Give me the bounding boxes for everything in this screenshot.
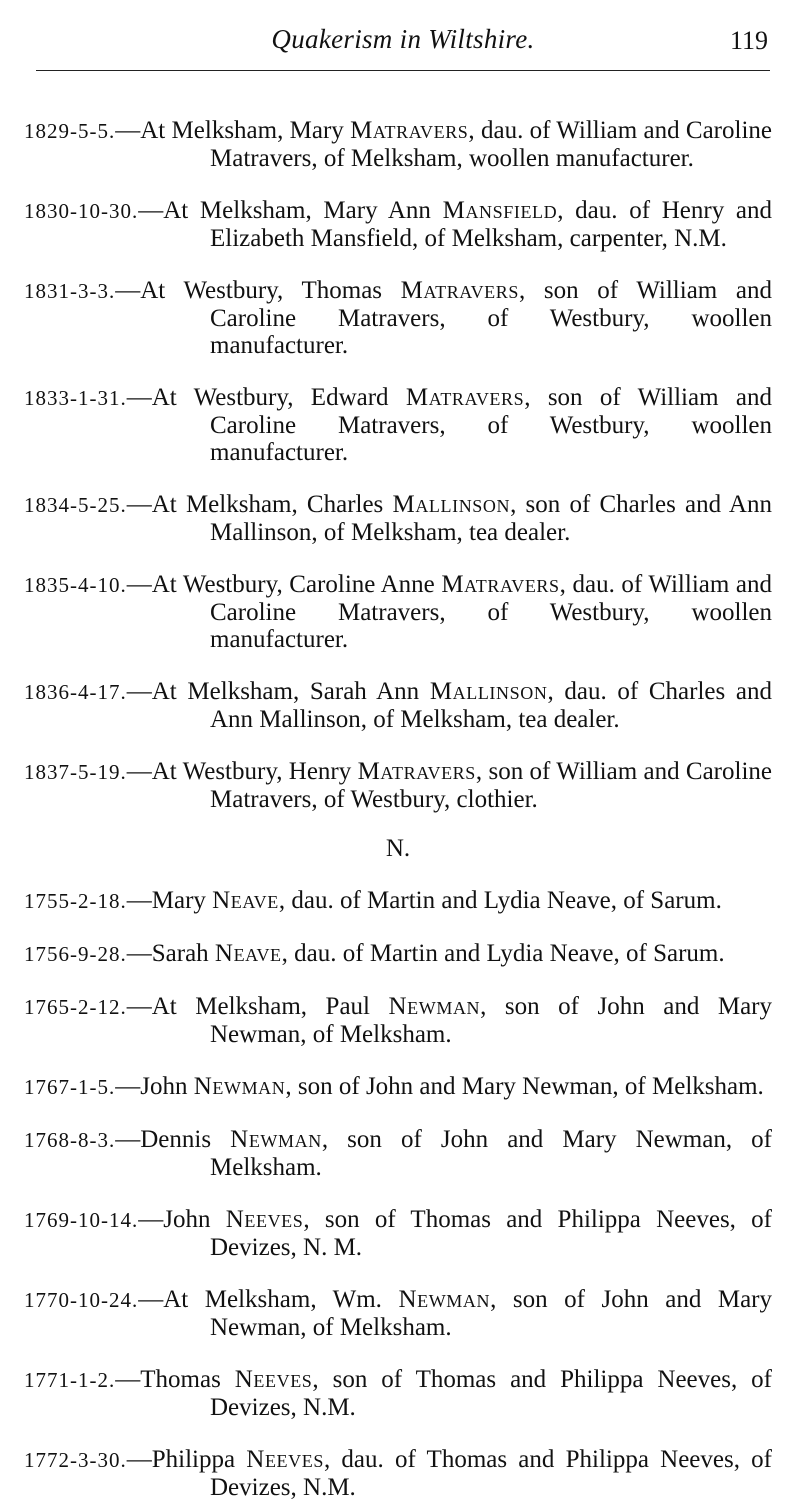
entry-surname: Neeves	[246, 1446, 324, 1473]
register-entry	[24, 117, 772, 172]
entry-text: , son of William and Caroline Matravers, of Westbury, woollen manufacturer.	[210, 277, 772, 359]
entry-text: , son of William and Caroline Matravers, of Westbury, clothier.	[210, 758, 772, 813]
register-entry	[24, 384, 772, 466]
entry-date: 1768-8-3.	[24, 1128, 116, 1152]
entry-text: , dau. of Thomas and Philippa Neeves, of Devizes, N.M.	[210, 1446, 772, 1501]
entry-date: 1756-9-28.	[24, 942, 127, 966]
entry-text: —At Westbury, Henry	[126, 758, 358, 785]
entry-surname: Mallinson	[429, 678, 548, 705]
entry-text: , son of Thomas and Philippa Neeves, of Devizes, N. M.	[210, 1206, 772, 1261]
entry-surname: Neave	[212, 887, 279, 914]
entry-text: , son of Thomas and Philippa Neeves, of Devizes, N.M.	[210, 1366, 772, 1421]
entry-date: 1830-10-30.	[24, 199, 139, 223]
entry-text: —At Melksham, Sarah Ann	[126, 678, 430, 705]
entry-date: 1765-2-12.	[24, 995, 127, 1019]
entry-date: 1835-4-10.	[24, 573, 127, 597]
register-entry	[24, 1366, 772, 1421]
page-number: 119	[729, 26, 768, 55]
entry-date: 1771-1-2.	[24, 1368, 116, 1392]
register-entry	[24, 758, 772, 813]
register-entry	[24, 571, 772, 653]
entry-text: , son of John and Mary Newman, of Melksham.	[210, 1126, 773, 1181]
entry-surname: Matravers	[350, 117, 469, 144]
entry-date: 1831-3-3.	[24, 279, 116, 303]
entry-date: 1833-1-31.	[24, 386, 127, 410]
entry-surname: Neeves	[234, 1366, 313, 1393]
register-entry	[24, 1446, 772, 1501]
entry-date: 1834-5-25.	[24, 493, 127, 517]
register-entry	[24, 1286, 772, 1341]
register-entry	[24, 1206, 772, 1261]
entry-text: —Dennis	[115, 1126, 231, 1153]
entry-text: —Mary	[126, 887, 213, 914]
entry-surname: Matravers	[357, 758, 476, 785]
register-entry	[24, 197, 772, 252]
entry-surname: Matravers	[405, 384, 525, 411]
entry-date: 1767-1-5.	[24, 1075, 116, 1099]
entry-date: 1837-5-19.	[24, 760, 127, 784]
entry-text: —Thomas	[115, 1366, 235, 1393]
entry-text: —At Melksham, Wm.	[138, 1286, 399, 1313]
entry-text: , dau. of William and Caroline Matravers, of Melksham, woollen manufacturer.	[210, 117, 772, 172]
entry-surname: Newman	[193, 1073, 286, 1100]
entries-group-m	[24, 117, 772, 813]
entry-text: , dau. of William and Caroline Matravers, of Westbury, woollen manufacturer.	[210, 571, 772, 653]
entry-text: —At Melksham, Paul	[126, 993, 389, 1020]
running-head	[36, 24, 770, 60]
entry-surname: Matravers	[441, 571, 560, 598]
entry-text: , son of John and Mary Newman, of Melksham.	[210, 993, 772, 1048]
entry-text: , son of William and Caroline Matravers, of Westbury, woollen manufacturer.	[210, 384, 772, 466]
entry-surname: Newman	[230, 1126, 322, 1153]
entry-text: , dau. of Charles and Ann Mallinson, of Melksham, tea dealer.	[210, 678, 772, 733]
register-entry	[24, 678, 772, 733]
entry-text: —At Westbury, Edward	[126, 384, 406, 411]
entries-group-n	[24, 887, 772, 1501]
entry-text: , son of Charles and Ann Mallinson, of Melksham, tea dealer.	[210, 491, 772, 546]
entry-text: , dau. of Martin and Lydia Neave, of Sarum.	[278, 887, 722, 914]
register-entry	[24, 1126, 772, 1181]
entry-text: , son of John and Mary Newman, of Melksham.	[210, 1286, 772, 1341]
register-entry	[24, 1073, 772, 1101]
entry-surname: Neave	[214, 940, 282, 967]
entry-date: 1755-2-18.	[24, 889, 127, 913]
register-entries	[24, 92, 772, 1509]
page-title: Quakerism in Wiltshire.	[271, 24, 535, 54]
entry-text: —At Westbury, Caroline Anne	[126, 571, 442, 598]
section-heading: N.	[385, 835, 411, 862]
entry-surname: Mallinson	[392, 491, 511, 518]
entry-text: —At Melksham, Mary Ann	[138, 197, 443, 224]
entry-date: 1829-5-5.	[24, 119, 116, 143]
entry-date: 1769-10-14.	[24, 1208, 139, 1232]
entry-text: , son of John and Mary Newman, of Melksham.	[285, 1073, 764, 1100]
header-rule	[36, 70, 770, 71]
entry-surname: Newman	[388, 993, 481, 1020]
register-entry	[24, 491, 772, 546]
entry-text: —Sarah	[126, 940, 215, 967]
entry-surname: Neeves	[225, 1206, 304, 1233]
entry-text: —John	[138, 1206, 226, 1233]
entry-surname: Newman	[398, 1286, 491, 1313]
entry-text: —At Melksham, Mary	[115, 117, 351, 144]
entry-surname: Mansfield	[442, 197, 558, 224]
entry-date: 1772-3-30.	[24, 1448, 127, 1472]
entry-text: —At Westbury, Thomas	[115, 277, 401, 304]
entry-date: 1836-4-17.	[24, 680, 127, 704]
entry-text: —Philippa	[126, 1446, 247, 1473]
entry-surname: Matravers	[400, 277, 519, 304]
register-entry	[24, 993, 772, 1048]
entry-text: —John	[115, 1073, 194, 1100]
register-entry	[24, 887, 772, 915]
entry-text: , dau. of Martin and Lydia Neave, of Sarum.	[281, 940, 725, 967]
register-entry	[24, 940, 772, 968]
register-entry	[24, 277, 772, 359]
entry-text: —At Melksham, Charles	[126, 491, 393, 518]
entry-date: 1770-10-24.	[24, 1288, 139, 1312]
entry-text: , dau. of Henry and Elizabeth Mansfield, of Melksham, carpenter, N.M.	[210, 197, 772, 252]
